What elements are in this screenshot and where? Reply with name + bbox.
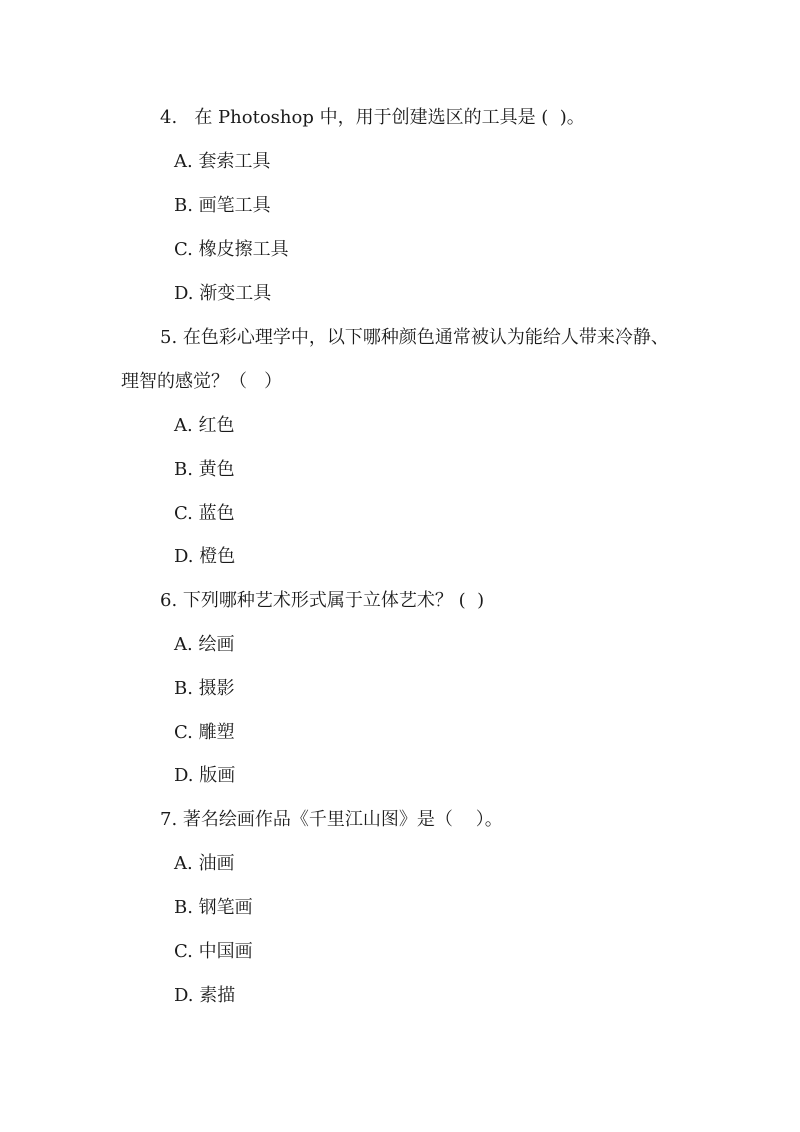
question-6-option-a: A. 绘画 [174,634,235,655]
question-4-option-b: B. 画笔工具 [174,195,271,216]
question-5-option-a: A. 红色 [174,415,235,436]
question-7-stem: 7. 著名绘画作品《千里江山图》是（ ）。 [160,809,503,830]
question-4-option-a: A. 套索工具 [174,151,271,172]
question-7-option-a: A. 油画 [174,853,235,874]
question-4-option-d: D. 渐变工具 [174,283,272,304]
question-7-option-b: B. 钢笔画 [174,897,253,918]
question-4-stem: 4. 在 Photoshop 中，用于创建选区的工具是 ( )。 [160,107,585,128]
question-7-option-c: C. 中国画 [174,941,253,962]
question-5-stem-line-1: 5. 在色彩心理学中，以下哪种颜色通常被认为能给人带来冷静、 [160,327,669,348]
question-7-option-d: D. 素描 [174,985,236,1006]
question-6-stem: 6. 下列哪种艺术形式属于立体艺术？ ( ) [160,590,485,611]
question-5-stem-line-2: 理智的感觉？（ ） [121,371,283,392]
question-4-option-c: C. 橡皮擦工具 [174,239,289,260]
question-6-option-d: D. 版画 [174,765,236,786]
question-5-option-c: C. 蓝色 [174,503,235,524]
question-6-option-c: C. 雕塑 [174,722,235,743]
question-6-option-b: B. 摄影 [174,678,235,699]
question-5-option-d: D. 橙色 [174,546,236,567]
question-5-option-b: B. 黄色 [174,459,235,480]
